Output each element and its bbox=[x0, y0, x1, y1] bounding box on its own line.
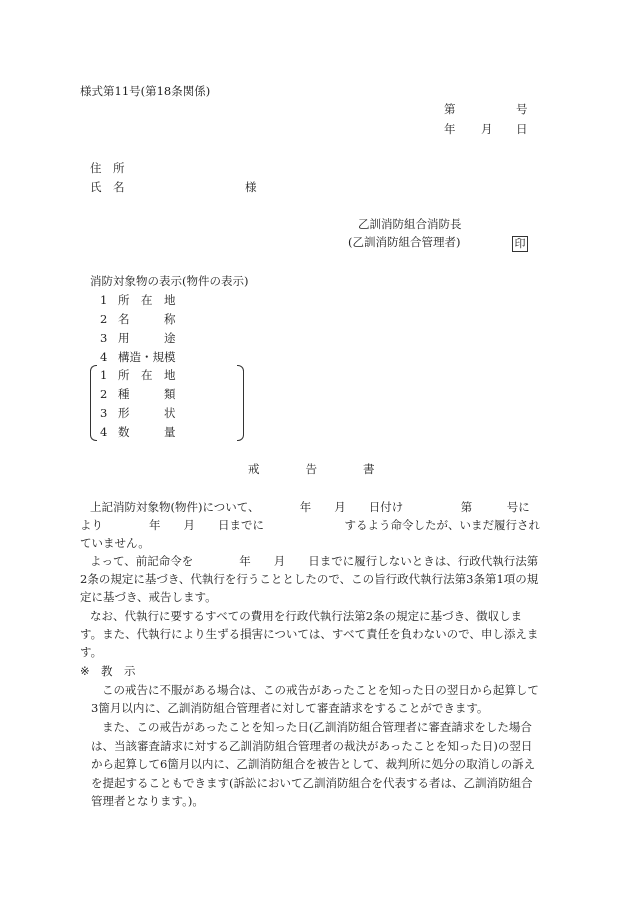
sub-item-num: 1 bbox=[100, 368, 108, 382]
sender-subtitle: (乙訓消防組合管理者) bbox=[348, 235, 461, 249]
date-day: 日 bbox=[516, 122, 528, 136]
object-item-num: 2 bbox=[100, 312, 108, 326]
body-line: 2条の規定に基づき、代執行を行うこととしたので、この旨行政代執行法第3条第1項の規 bbox=[80, 572, 539, 586]
bracket-left bbox=[90, 365, 97, 441]
number-dai: 第 bbox=[444, 102, 456, 116]
document-title: 戒 告 書 bbox=[248, 462, 375, 476]
sender-title: 乙訓消防組合消防長 bbox=[358, 217, 462, 231]
body-line: より 年 月 日までに するよう命令したが、いまだ履行され bbox=[80, 518, 540, 532]
date-year: 年 bbox=[444, 122, 456, 136]
body-line: す。 bbox=[80, 645, 103, 659]
notice-line: 3箇月以内に、乙訓消防組合管理者に対して審査請求をすることができます。 bbox=[91, 701, 489, 715]
sub-item-label: 種 類 bbox=[118, 387, 176, 401]
body-line: ていません。 bbox=[80, 536, 150, 550]
name-label: 氏 名 bbox=[90, 180, 125, 194]
body-line: 定に基づき、戒告します。 bbox=[80, 590, 217, 604]
object-heading: 消防対象物の表示(物件の表示) bbox=[90, 274, 249, 288]
bracket-right bbox=[237, 365, 244, 441]
form-number: 様式第11号(第18条関係) bbox=[80, 84, 211, 98]
object-item-num: 1 bbox=[100, 293, 108, 307]
sub-item-num: 3 bbox=[100, 406, 108, 420]
sub-item-label: 形 状 bbox=[118, 406, 176, 420]
notice-heading: 教 示 bbox=[101, 664, 136, 678]
notice-line: は、当該審査請求に対する乙訓消防組合管理者の裁決があったことを知った日)の翌日 bbox=[91, 739, 533, 753]
object-item-label: 名 称 bbox=[118, 312, 176, 326]
body-line: よって、前記命令を 年 月 日までに履行しないときは、行政代執行法第 bbox=[90, 554, 539, 568]
object-item-label: 所 在 地 bbox=[118, 293, 176, 307]
object-item-label: 構造・規模 bbox=[118, 350, 176, 364]
number-go: 号 bbox=[516, 102, 528, 116]
body-line: なお、代執行に要するすべての費用を行政代執行法第2条の規定に基づき、徴収しま bbox=[90, 609, 523, 623]
seal-mark: 印 bbox=[512, 236, 528, 252]
notice-line: を提起することもできます(訴訟において乙訓消防組合を代表する者は、乙訓消防組合 bbox=[91, 776, 533, 790]
body-line: す。また、代執行により生ずる損害については、すべて責任を負わないので、申し添えま bbox=[80, 627, 539, 641]
notice-line: から起算して6箇月以内に、乙訓消防組合を被告として、裁判所に処分の取消しの訴え bbox=[91, 757, 536, 771]
sub-item-num: 2 bbox=[100, 387, 108, 401]
date-month: 月 bbox=[481, 122, 493, 136]
object-item-num: 4 bbox=[100, 350, 108, 364]
sub-item-num: 4 bbox=[100, 425, 108, 439]
notice-line: また、この戒告があったことを知った日(乙訓消防組合管理者に審査請求をした場合 bbox=[102, 720, 532, 734]
notice-mark: ※ bbox=[80, 664, 90, 678]
body-line: 上記消防対象物(物件)について、 年 月 日付け 第 号に bbox=[90, 500, 530, 514]
sama-suffix: 様 bbox=[245, 180, 257, 194]
address-label: 住 所 bbox=[90, 161, 125, 175]
notice-line: この戒告に不服がある場合は、この戒告があったことを知った日の翌日から起算して bbox=[102, 683, 539, 697]
object-item-label: 用 途 bbox=[118, 331, 176, 345]
notice-line: 管理者となります。)。 bbox=[91, 794, 204, 808]
sub-item-label: 所 在 地 bbox=[118, 368, 176, 382]
object-item-num: 3 bbox=[100, 331, 108, 345]
sub-item-label: 数 量 bbox=[118, 425, 176, 439]
